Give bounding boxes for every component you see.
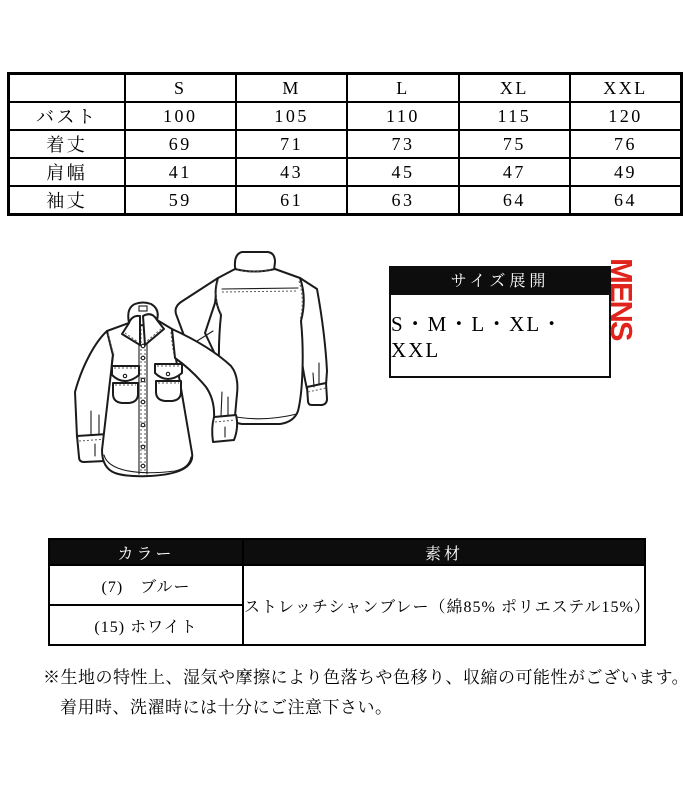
table-cell: 69 — [125, 130, 236, 158]
row-label: 肩幅 — [9, 158, 125, 186]
table-cell: 115 — [459, 102, 570, 130]
material-header-cell: 素材 — [243, 539, 645, 565]
table-cell: 64 — [570, 186, 681, 215]
size-table-corner-cell — [9, 74, 125, 103]
size-range-box — [389, 266, 611, 378]
size-row-bust — [9, 102, 682, 130]
material-cell: ストレッチシャンブレー（綿85% ポリエステル15%） — [243, 565, 645, 645]
table-cell: 63 — [347, 186, 458, 215]
mens-tag: MENS — [604, 258, 639, 340]
size-col-m: M — [236, 74, 347, 103]
color-header-cell: カラー — [49, 539, 243, 565]
size-row-shoulder — [9, 158, 682, 186]
table-cell: 47 — [459, 158, 570, 186]
row-label: バスト — [9, 102, 125, 130]
size-col-xxl: XXL — [570, 74, 681, 103]
spec-table-header-row — [49, 539, 645, 565]
spec-table — [48, 538, 651, 646]
table-cell: 100 — [125, 102, 236, 130]
spec-row-blue — [49, 565, 645, 605]
table-cell: 49 — [570, 158, 681, 186]
size-col-s: S — [125, 74, 236, 103]
size-range-values: S・M・L・XL・XXL — [391, 312, 565, 362]
table-cell: 120 — [570, 102, 681, 130]
size-table — [7, 72, 683, 216]
care-note-line1: ※生地の特性上、湿気や摩擦により色落ちや色移り、収縮の可能性がございます。 — [43, 668, 690, 687]
size-row-sleeve — [9, 186, 682, 215]
table-cell: 41 — [125, 158, 236, 186]
table-cell: 71 — [236, 130, 347, 158]
table-cell: 59 — [125, 186, 236, 215]
row-label: 袖丈 — [9, 186, 125, 215]
size-range-title: サイズ展開 — [391, 268, 609, 295]
table-cell: 45 — [347, 158, 458, 186]
care-note — [43, 663, 689, 723]
table-cell: 64 — [459, 186, 570, 215]
color-option-blue: (7) ブルー — [49, 565, 243, 605]
shirt-illustration — [55, 245, 355, 495]
table-cell: 75 — [459, 130, 570, 158]
care-note-line2: 着用時、洗濯時には十分にご注意下さい。 — [60, 698, 393, 717]
color-option-white: (15) ホワイト — [49, 605, 243, 645]
table-cell: 73 — [347, 130, 458, 158]
table-cell: 43 — [236, 158, 347, 186]
table-cell: 110 — [347, 102, 458, 130]
size-row-length — [9, 130, 682, 158]
row-label: 着丈 — [9, 130, 125, 158]
table-cell: 105 — [236, 102, 347, 130]
size-col-l: L — [347, 74, 458, 103]
shirt-front-view — [75, 303, 237, 477]
size-col-xl: XL — [459, 74, 570, 103]
shirt-back-view — [176, 252, 327, 424]
size-table-header-row — [9, 74, 682, 103]
table-cell: 61 — [236, 186, 347, 215]
table-cell: 76 — [570, 130, 681, 158]
